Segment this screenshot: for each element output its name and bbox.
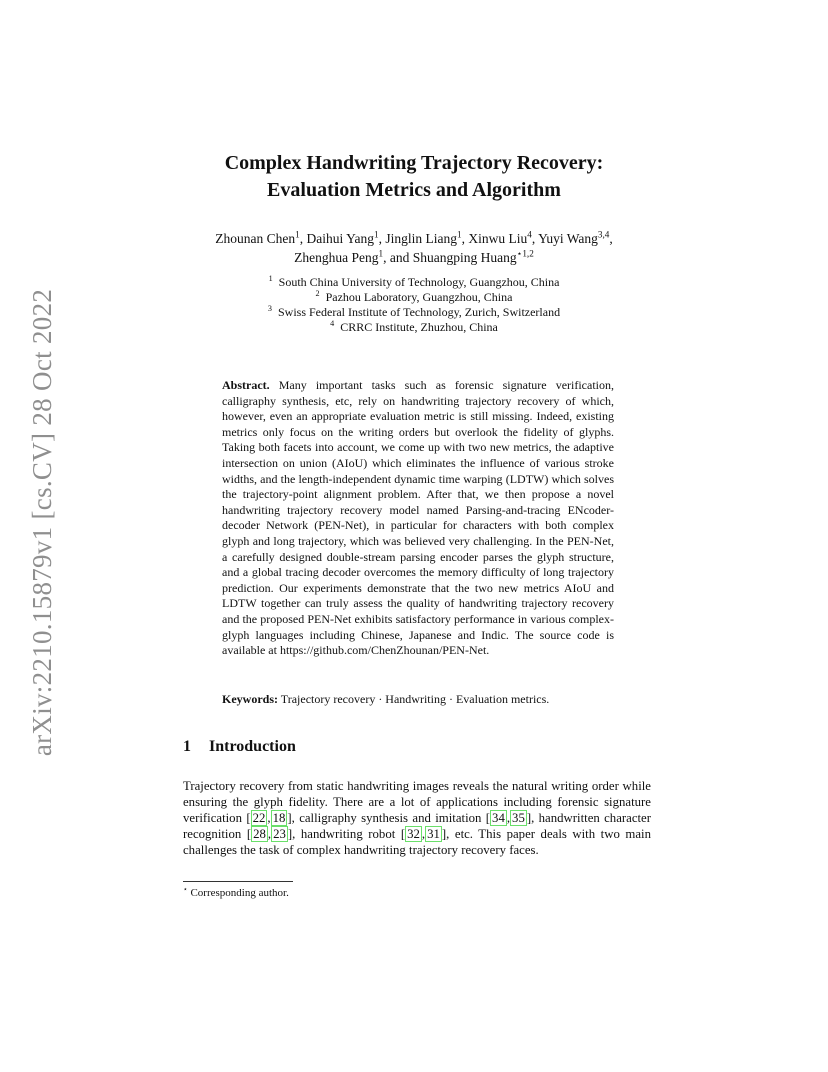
author-affil-mark: 1	[457, 229, 462, 240]
affiliation: $^2$ Pazhou Laboratory, Guangzhou, China	[315, 289, 513, 304]
abstract-text: Many important tasks such as forensic signature verification, calligraphy synthesis, etc, rely on handwriting trajectory recovery of which, however, even an appropriate evaluation metric is still missing. Indeed, existing metrics only focus on the writing orders but overlook the fidelity of glyphs. Taking both facets into account, we come up with two new metrics, the adaptive intersection on union (AIoU) which eliminates the influence of various stroke widths, and the length-independent dynamic time warping (LDTW) which solves the trajectory-point alignment problem. After that, we then propose a novel handwriting trajectory recovery model named Parsing-and-tracing ENcoder-decoder Network (PEN-Net), in particular for characters with both complex glyph and long trajectory, which was believed very challenging. In the PEN-Net, a carefully designed double-stream parsing encoder parses the glyph structure, and a global tracing decoder overcomes the memory difficulty of long trajectory prediction. Our experiments demonstrate that the two new metrics AIoU and LDTW together can truly assess the quality of handwriting trajectory recovery and the proposed PEN-Net exhibits satisfactory performance in various complex-glyph languages including Chinese, Japanese and Indic. The source code is available at https://github.com/ChenZhounan/PEN-Net.	[222, 378, 614, 658]
author-name: Zhenghua Peng	[294, 250, 379, 265]
paper-title	[120, 150, 708, 204]
author-affil-mark: 3,4	[597, 229, 610, 240]
author-name: Zhounan Chen	[215, 231, 296, 246]
footnote-text: Corresponding author.	[190, 887, 289, 899]
section-number: 1	[183, 738, 191, 755]
affiliation-list	[120, 275, 708, 335]
keywords-label: Keywords:	[222, 692, 278, 706]
citation-link[interactable]: 32	[407, 827, 420, 841]
author-affil-mark: 1	[295, 229, 300, 240]
citation-link[interactable]: 34	[492, 811, 505, 825]
citation-link[interactable]: 28	[253, 827, 266, 841]
abstract-label: Abstract.	[222, 378, 270, 392]
author-name: Shuangping Huang	[412, 250, 517, 265]
arxiv-id-text: arXiv:2210.15879v1 [cs.CV] 28 Oct 2022	[27, 288, 58, 756]
title-line-2: Evaluation Metrics and Algorithm	[267, 179, 561, 201]
citation-link[interactable]: 35	[512, 811, 525, 825]
author-name: Daihui Yang	[306, 231, 375, 246]
title-line-1: Complex Handwriting Trajectory Recovery:	[224, 152, 604, 174]
affiliation: $^1$ South China University of Technology, Guangzhou, China	[268, 274, 560, 289]
author-affil-mark: ⋆1,2	[516, 248, 534, 259]
section-heading	[183, 738, 296, 756]
footnote-divider	[183, 881, 293, 882]
citation-link[interactable]: 31	[427, 827, 440, 841]
author-affil-mark: 1	[378, 248, 384, 259]
affiliation: $^4$ CRRC Institute, Zhuzhou, China	[330, 319, 498, 334]
citation-link[interactable]: 22	[252, 811, 266, 825]
keywords-text: Trajectory recovery · Handwriting · Evaluation metrics.	[280, 692, 550, 706]
author-name: Yuyi Wang	[538, 231, 598, 246]
author-name: Xinwu Liu	[468, 231, 528, 246]
authors-line-2: Zhenghua Peng$^1$, and Shuangping Huang$^{⋆1,2}$	[294, 248, 534, 265]
footnote	[183, 886, 289, 900]
author-affil-mark: 4	[527, 229, 532, 240]
affiliation: $^3$ Swiss Federal Institute of Technology, Zurich, Switzerland	[267, 304, 561, 319]
citation-link[interactable]: 23	[273, 827, 286, 841]
abstract	[222, 378, 614, 659]
author-name: Jinglin Liang	[385, 231, 457, 246]
section-title: Introduction	[209, 738, 296, 755]
authors-line-1: Zhounan Chen$^1$, Daihui Yang$^1$, Jinglin Liang$^1$, Xinwu Liu$^4$, Yuyi Wang$^{3,4}$,	[215, 229, 613, 246]
keywords	[222, 692, 622, 707]
intro-paragraph: Trajectory recovery from static handwriting images reveals the natural writing order while ensuring the glyph fidelity. There are a lot of applications including forensic signature verification [ 22 , 18 ], calligraphy synthesis and imitation [ 34 , 35 ], handwritten character recognition [ 28 , 23 ], handwriting robot [ 32 , 31 ], etc. This paper deals with two main challenges the task of complex handwriting trajectory recovery faces.	[183, 779, 652, 857]
author-affil-mark: 1	[374, 229, 379, 240]
footnote-mark: ⋆	[183, 884, 188, 894]
arxiv-identifier	[18, 286, 68, 758]
author-list	[120, 229, 708, 267]
citation-link[interactable]: 18	[272, 811, 286, 825]
